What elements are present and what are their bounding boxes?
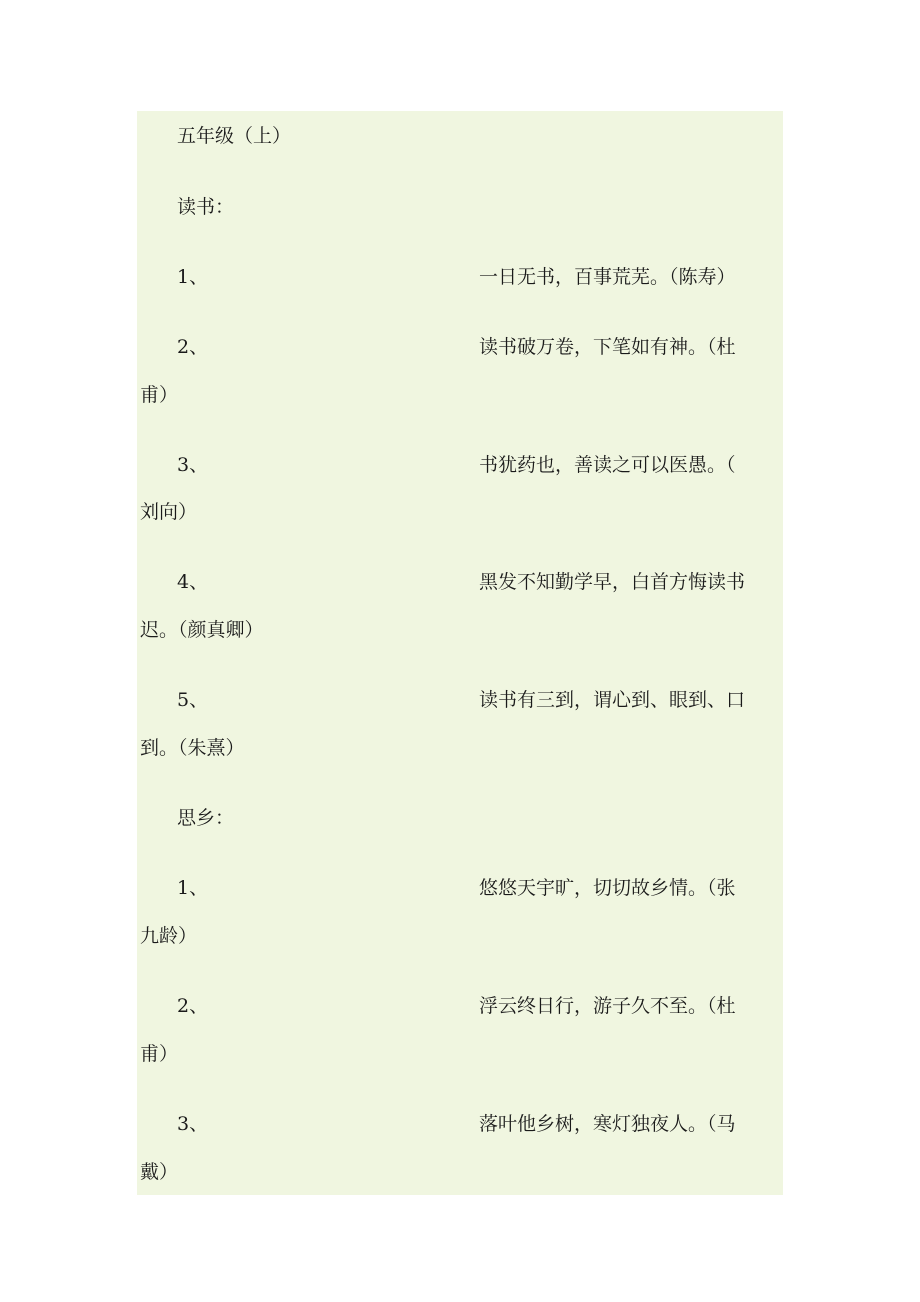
quote-line-continued: 九龄）: [140, 925, 198, 947]
quote-line: 读书有三到，谓心到、眼到、口: [479, 689, 746, 711]
quote-line-continued: 甫）: [140, 1043, 179, 1065]
quote-line: 落叶他乡树，寒灯独夜人。（马: [479, 1113, 736, 1135]
quote-line-continued: 到。（朱熹）: [140, 737, 245, 759]
list-item-number: 2、: [177, 336, 209, 358]
quote-line-continued: 戴）: [140, 1161, 179, 1183]
list-item-number: 3、: [177, 454, 209, 476]
list-item-number: 1、: [177, 266, 209, 288]
list-item-number: 3、: [177, 1113, 209, 1135]
quote-line: 浮云终日行，游子久不至。（杜: [479, 995, 736, 1017]
document-panel: [137, 111, 783, 1195]
quote-line: 悠悠天宇旷，切切故乡情。（张: [479, 877, 736, 899]
list-item-number: 1、: [177, 877, 209, 899]
list-item-number: 2、: [177, 995, 209, 1017]
list-item-number: 4、: [177, 571, 209, 593]
grade-heading: 五年级（上）: [177, 125, 292, 147]
quote-line: 书犹药也，善读之可以医愚。（: [479, 454, 736, 476]
quote-line-continued: 迟。（颜真卿）: [140, 619, 264, 641]
list-item-number: 5、: [177, 689, 209, 711]
section-title-reading: 读书：: [177, 196, 235, 218]
quote-line-continued: 刘向）: [140, 501, 198, 523]
quote-line-continued: 甫）: [140, 384, 179, 406]
quote-line: 黑发不知勤学早，白首方悔读书: [479, 571, 746, 593]
quote-line: 读书破万卷，下笔如有神。（杜: [479, 336, 736, 358]
quote-line: 一日无书，百事荒芜。（陈寿）: [479, 266, 736, 288]
section-title-homesick: 思乡：: [177, 807, 235, 829]
